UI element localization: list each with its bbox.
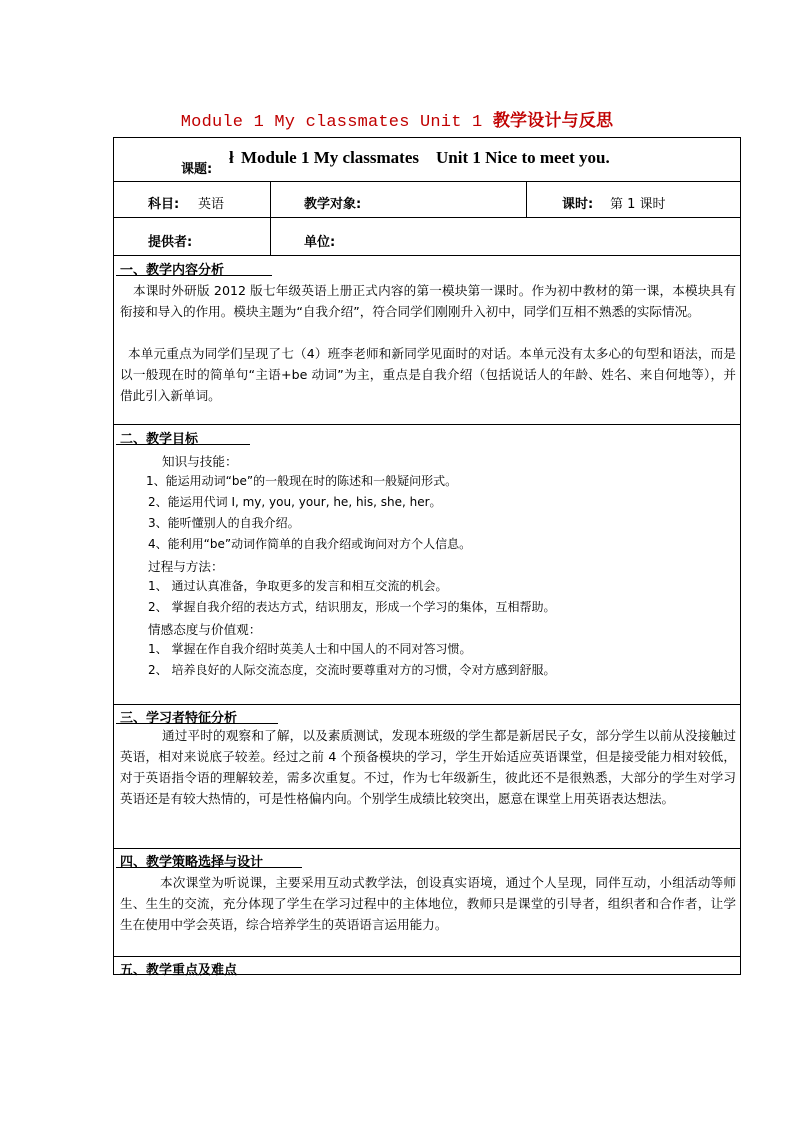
row-divider bbox=[114, 255, 740, 256]
attitude-values-heading: 情感态度与价值观： bbox=[148, 622, 262, 637]
column-divider bbox=[270, 181, 271, 255]
topic-label: 课题: bbox=[181, 162, 213, 177]
content-analysis-paragraph-2: 本单元重点为同学们呈现了七（4）班李老师和新同学见面时的对话。本单元没有太多心的句型和语法，而是以一般现在时的简单句“主语+be 动词”为主，重点是自我介绍（包括说话人的年龄、姓名、来自何地等），并借此引入新单词。 bbox=[120, 346, 736, 403]
row-divider bbox=[114, 956, 740, 957]
objective-item: 1、 通过认真准备，争取更多的发言和相互交流的机会。 bbox=[148, 579, 448, 593]
objective-item: 2、 培养良好的人际交流态度，交流时要尊重对方的习惯，令对方感到舒服。 bbox=[148, 663, 556, 677]
period-label: 课时: bbox=[562, 197, 594, 212]
content-analysis-paragraph-1: 本课时外研版 2012 版七年级英语上册正式内容的第一模块第一课时。作为初中教材的第一课，本模块具有衔接和导入的作用。模块主题为“自我介绍”，符合同学们刚刚升入初中，同学们互相不熟悉的实际情况。 bbox=[120, 283, 736, 319]
section-title: 五、教学重点及难点 bbox=[120, 963, 238, 978]
section-heading-objectives bbox=[120, 428, 198, 447]
document-title bbox=[0, 106, 794, 132]
period-value: 第 1 课时 bbox=[610, 197, 666, 212]
learner-analysis-paragraph: 通过平时的观察和了解，以及素质测试，发现本班级的学生都是新居民子女，部分学生以前从没接触过英语，相对来说底子较差。经过之前 4 个预备模块的学习，学生开始适应英语课堂，但是接受能力相对较低，对于英语指令语的理解较差，需多次重复。不过，作为七年级新生，彼此还不是很熟悉，大部分的学生对学习英语还是有较大热情的，可是性格偏内向。个别学生成绩比较突出，愿意在课堂上用英语表达想法。 bbox=[120, 728, 736, 806]
section-heading-learner-analysis bbox=[120, 707, 237, 726]
row-divider bbox=[114, 704, 740, 705]
section-title: 二、教学目标 bbox=[120, 432, 199, 447]
section-title: 四、教学策略选择与设计 bbox=[120, 855, 264, 870]
provider-label: 提供者: bbox=[148, 235, 193, 250]
objective-item: 1、能运用动词“be”的一般现在时的陈述和一般疑问形式。 bbox=[146, 474, 458, 488]
heading-underline bbox=[116, 444, 250, 445]
objective-item: 3、能听懂别人的自我介绍。 bbox=[148, 516, 300, 530]
heading-underline bbox=[116, 867, 302, 868]
section-heading-strategy bbox=[120, 851, 263, 870]
objective-item: 1、 掌握在作自我介绍时英美人士和中国人的不同对答习惯。 bbox=[148, 642, 472, 656]
section-title: 三、学习者特征分析 bbox=[120, 711, 238, 726]
document-title-chinese: 教学设计与反思 bbox=[492, 111, 614, 131]
strategy-paragraph: 本次课堂为听说课，主要采用互动式教学法，创设真实语境，通过个人呈现，同伴互动，小组活动等师生、生生的交流，充分体现了学生在学习过程中的主体地位，教师只是课堂的引导者，组织者和合作者，让学生在使用中学会英语，综合培养学生的英语语言运用能力。 bbox=[120, 875, 736, 932]
unit-label: 单位: bbox=[304, 235, 336, 250]
section-title: 一、教学内容分析 bbox=[120, 263, 225, 278]
objective-item: 2、 掌握自我介绍的表达方式，结识朋友，形成一个学习的集体，互相帮助。 bbox=[148, 600, 556, 614]
row-divider bbox=[114, 181, 740, 182]
document-title-english: Module 1 My classmates Unit 1 bbox=[180, 113, 483, 132]
row-divider bbox=[114, 424, 740, 425]
section-heading-key-points bbox=[120, 959, 237, 978]
row-divider bbox=[114, 848, 740, 849]
lesson-plan-table bbox=[113, 137, 741, 978]
heading-underline bbox=[116, 275, 272, 276]
row-divider bbox=[114, 217, 740, 218]
objective-item: 2、能运用代词 I, my, you, your, he, his, she, her。 bbox=[148, 495, 442, 509]
subject-value: 英语 bbox=[198, 197, 225, 212]
section-heading-content-analysis bbox=[120, 259, 224, 278]
process-methods-heading: 过程与方法： bbox=[148, 559, 224, 574]
topic-title: Module 1 My classmates Unit 1 Nice to meet you. bbox=[241, 148, 610, 167]
knowledge-skills-heading: 知识与技能： bbox=[162, 454, 238, 469]
heading-underline bbox=[116, 723, 278, 724]
objective-item: 4、能利用“be”动词作简单的自我介绍或询问对方个人信息。 bbox=[148, 537, 472, 551]
column-divider bbox=[526, 181, 527, 217]
topic-mark: ł bbox=[229, 148, 234, 167]
subject-label: 科目: bbox=[148, 197, 180, 212]
audience-label: 教学对象: bbox=[304, 197, 362, 212]
